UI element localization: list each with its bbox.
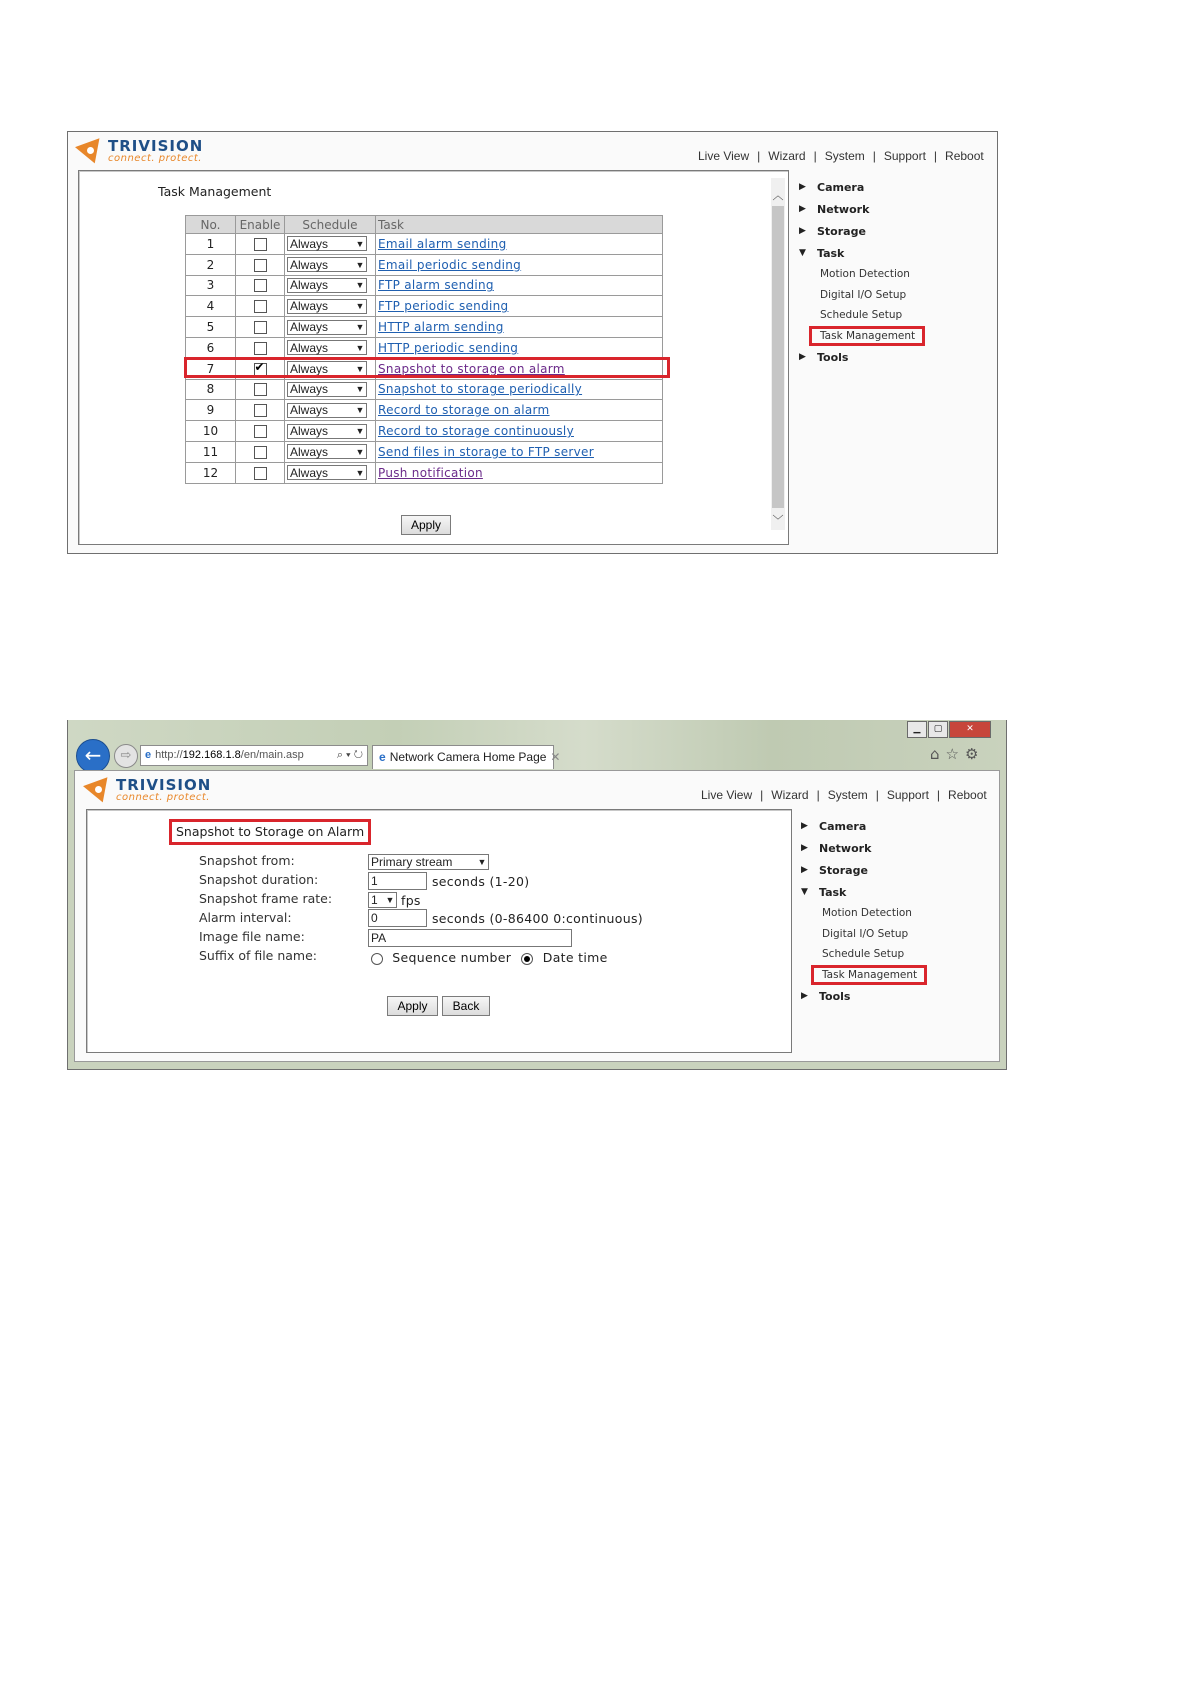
schedule-value: Always [290, 320, 329, 335]
task-number: 9 [186, 400, 236, 421]
schedule-select[interactable] [287, 424, 367, 439]
task-cell [376, 296, 663, 317]
table-row [186, 441, 663, 462]
chevron-down-icon: ▼ [355, 342, 365, 353]
schedule-value: Always [290, 278, 329, 293]
nav-reboot[interactable]: Reboot [945, 149, 984, 163]
nav-support[interactable]: Support [883, 149, 926, 163]
enable-cell [236, 296, 285, 317]
task-link[interactable]: Send files in storage to FTP server [378, 444, 594, 459]
column-header-no: No. [186, 216, 236, 234]
task-link[interactable]: Snapshot to storage on alarm [378, 361, 565, 376]
page-title: Task Management [158, 184, 272, 199]
top-nav-2: Live View | Wizard | System | Support | Reboot [701, 788, 987, 802]
table-row [186, 317, 663, 338]
task-number: 12 [186, 462, 236, 483]
sidebar-item-network[interactable]: ▶ Network [801, 841, 872, 855]
table-row [186, 421, 663, 442]
schedule-cell [285, 234, 376, 255]
schedule-value: Always [290, 340, 329, 355]
top-nav: Live View | Wizard | System | Support | Reboot [698, 149, 984, 163]
enable-cell [236, 275, 285, 296]
sidebar-item-motion-detection[interactable]: Motion Detection [820, 268, 910, 280]
logo-mark-icon [86, 781, 112, 805]
suffix-sequence-radio[interactable] [371, 953, 383, 965]
table-row [186, 462, 663, 483]
sidebar-item-camera[interactable]: ▶ Camera [799, 180, 865, 194]
schedule-select[interactable] [287, 403, 367, 418]
enable-cell [236, 337, 285, 358]
enable-checkbox[interactable] [254, 300, 267, 313]
task-cell [376, 358, 663, 379]
browser-tab-logo-icon: e [379, 750, 386, 764]
caret-right-icon: ▶ [799, 204, 806, 214]
scroll-thumb[interactable] [772, 206, 784, 508]
chevron-down-icon: ▼ [355, 363, 365, 374]
schedule-select[interactable] [287, 444, 367, 459]
schedule-select[interactable] [287, 257, 367, 272]
schedule-value: Always [290, 382, 329, 397]
table-row [186, 337, 663, 358]
task-link[interactable]: FTP alarm sending [378, 278, 494, 293]
schedule-cell [285, 358, 376, 379]
snapshot-duration-field[interactable]: 1 [368, 872, 427, 890]
enable-cell [236, 358, 285, 379]
nav-live-view[interactable]: Live View [701, 788, 753, 802]
sidebar-item-digital-io-setup[interactable]: Digital I/O Setup [822, 927, 909, 940]
task-number: 7 [186, 358, 236, 379]
task-link[interactable]: Record to storage on alarm [378, 403, 550, 418]
task-number: 2 [186, 254, 236, 275]
sidebar-item-storage[interactable]: ▶ Storage [799, 224, 866, 238]
schedule-value: Always [290, 465, 329, 480]
chevron-down-icon: ▼ [355, 467, 365, 478]
nav-system[interactable]: System [824, 149, 865, 163]
nav-wizard[interactable]: Wizard [768, 149, 806, 163]
schedule-cell [285, 441, 376, 462]
sidebar-item-task[interactable]: ▼ Task [801, 885, 847, 899]
table-row [186, 379, 663, 400]
schedule-select[interactable] [287, 236, 367, 251]
page-title-2: Snapshot to Storage on Alarm [169, 819, 371, 845]
back-arrow-icon[interactable]: ← [76, 739, 110, 773]
enable-cell [236, 421, 285, 442]
caret-right-icon: ▶ [799, 352, 806, 362]
enable-checkbox[interactable] [254, 404, 267, 417]
enable-checkbox[interactable] [254, 425, 267, 438]
table-row [186, 296, 663, 317]
task-cell [376, 317, 663, 338]
task-number: 3 [186, 275, 236, 296]
schedule-select[interactable] [287, 299, 367, 314]
forward-arrow-icon[interactable]: ⇨ [114, 744, 138, 768]
enable-cell [236, 400, 285, 421]
nav-support[interactable]: Support [886, 788, 929, 802]
schedule-value: Always [290, 299, 329, 314]
sidebar-item-motion-detection[interactable]: Motion Detection [822, 907, 912, 919]
schedule-select[interactable] [287, 465, 367, 480]
schedule-cell [285, 379, 376, 400]
sidebar-item-task-management[interactable]: Task Management [801, 965, 927, 986]
enable-cell [236, 254, 285, 275]
schedule-value: Always [290, 257, 329, 272]
caret-right-icon: ▶ [801, 821, 808, 831]
table-header-row [186, 216, 663, 234]
schedule-value: Always [290, 403, 329, 418]
alarm-interval-label: Alarm interval: [199, 910, 292, 925]
schedule-select[interactable] [287, 320, 367, 335]
table-row [186, 358, 663, 379]
apply-button-2[interactable]: Apply [387, 996, 438, 1016]
scroll-down-icon[interactable]: ﹀ [772, 514, 784, 527]
task-link[interactable]: HTTP periodic sending [378, 340, 519, 355]
enable-checkbox[interactable] [254, 342, 267, 355]
task-number: 10 [186, 421, 236, 442]
alarm-interval-field[interactable]: 0 [368, 909, 427, 927]
task-number: 4 [186, 296, 236, 317]
enable-checkbox[interactable] [254, 238, 267, 251]
enable-checkbox[interactable] [254, 383, 267, 396]
task-link[interactable]: HTTP alarm sending [378, 320, 504, 335]
chevron-down-icon: ▼ [355, 301, 365, 312]
snapshot-from-label: Snapshot from: [199, 853, 295, 868]
maximize-icon[interactable]: ▢ [928, 721, 948, 738]
close-icon[interactable]: ✕ [949, 721, 991, 738]
enable-checkbox[interactable] [254, 446, 267, 459]
suffix-options [371, 950, 608, 965]
suffix-label: Suffix of file name: [199, 948, 318, 963]
task-link[interactable]: Record to storage continuously [378, 424, 574, 439]
nav-live-view[interactable]: Live View [698, 149, 750, 163]
minimize-icon[interactable]: ▁ [907, 721, 927, 738]
task-link[interactable]: Snapshot to storage periodically [378, 382, 583, 397]
sidebar-item-storage[interactable]: ▶ Storage [801, 863, 868, 877]
caret-right-icon: ▶ [801, 865, 808, 875]
chevron-down-icon: ▼ [355, 426, 365, 437]
table-row [186, 275, 663, 296]
nav-wizard[interactable]: Wizard [771, 788, 809, 802]
caret-down-icon: ▼ [799, 248, 806, 258]
brand-logo-2: TRIVISION connect. protect. [86, 777, 211, 805]
task-number: 11 [186, 441, 236, 462]
enable-checkbox[interactable] [254, 363, 267, 376]
task-number: 6 [186, 337, 236, 358]
table-row [186, 400, 663, 421]
sidebar-item-tools[interactable]: ▶ Tools [799, 350, 849, 364]
frame-rate-select[interactable]: 1 ▼ [368, 892, 397, 908]
schedule-cell [285, 462, 376, 483]
column-header-task: Task [376, 216, 663, 234]
address-bar[interactable]: e http:// 192.168.1.8 /en/main.asp ⌕ ▾ ↻ [140, 745, 368, 766]
schedule-cell [285, 337, 376, 358]
brand-logo: TRIVISION connect. protect. [78, 138, 203, 166]
task-cell [376, 275, 663, 296]
frame-rate-label: Snapshot frame rate: [199, 891, 333, 906]
task-cell [376, 462, 663, 483]
sidebar-item-camera[interactable]: ▶ Camera [801, 819, 867, 833]
caret-right-icon: ▶ [799, 182, 806, 192]
schedule-value: Always [290, 236, 329, 251]
snapshot-duration-label: Snapshot duration: [199, 872, 319, 887]
enable-cell [236, 379, 285, 400]
sidebar-item-task-management[interactable]: Task Management [799, 326, 925, 347]
chevron-down-icon: ▼ [355, 322, 365, 333]
schedule-cell [285, 254, 376, 275]
sidebar-item-schedule-setup[interactable]: Schedule Setup [822, 948, 905, 960]
enable-cell [236, 462, 285, 483]
nav-system[interactable]: System [827, 788, 868, 802]
chevron-down-icon: ▼ [355, 259, 365, 270]
browser-logo-icon: e [145, 749, 152, 761]
task-link[interactable]: Email periodic sending [378, 257, 522, 272]
enable-checkbox[interactable] [254, 279, 267, 292]
frame-rate-unit: fps [401, 893, 421, 908]
browser-toolbar-icons [930, 745, 984, 763]
task-cell [376, 234, 663, 255]
task-cell [376, 441, 663, 462]
image-file-name-label: Image file name: [199, 929, 305, 944]
task-cell [376, 379, 663, 400]
caret-right-icon: ▶ [801, 991, 808, 1001]
scroll-up-icon[interactable]: ︿ [772, 189, 784, 202]
schedule-cell [285, 317, 376, 338]
task-link[interactable]: FTP periodic sending [378, 299, 509, 314]
suffix-sequence-label: Sequence number [392, 950, 512, 965]
window-controls [906, 721, 991, 738]
column-header-enable: Enable [236, 216, 285, 234]
caret-down-icon: ▼ [801, 887, 808, 897]
enable-cell [236, 317, 285, 338]
schedule-value: Always [290, 444, 329, 459]
schedule-cell [285, 296, 376, 317]
chevron-down-icon: ▼ [355, 238, 365, 249]
task-cell [376, 421, 663, 442]
enable-checkbox[interactable] [254, 259, 267, 272]
schedule-select[interactable] [287, 278, 367, 293]
chevron-down-icon: ▼ [355, 446, 365, 457]
schedule-cell [285, 275, 376, 296]
schedule-cell [285, 421, 376, 442]
chevron-down-icon: ▼ [477, 857, 487, 867]
schedule-select[interactable] [287, 361, 367, 376]
home-icon[interactable]: ⌂ [930, 745, 946, 763]
task-link[interactable]: Push notification [378, 465, 483, 480]
enable-cell [236, 234, 285, 255]
schedule-value: Always [290, 361, 329, 376]
task-cell [376, 337, 663, 358]
enable-cell [236, 441, 285, 462]
task-cell [376, 254, 663, 275]
apply-button[interactable]: Apply [401, 515, 451, 535]
task-number: 1 [186, 234, 236, 255]
table-row [186, 254, 663, 275]
chevron-down-icon: ▼ [385, 895, 395, 905]
chevron-down-icon: ▼ [355, 405, 365, 416]
sidebar-item-digital-io-setup[interactable]: Digital I/O Setup [820, 288, 907, 301]
suffix-datetime-radio[interactable] [521, 953, 533, 965]
sidebar-menu-2 [801, 815, 927, 1007]
caret-right-icon: ▶ [801, 843, 808, 853]
sidebar-item-tools[interactable]: ▶ Tools [801, 989, 851, 1003]
back-button[interactable]: Back [442, 996, 490, 1016]
sidebar-item-task[interactable]: ▼ Task [799, 246, 845, 260]
favorites-star-icon[interactable]: ☆ [945, 745, 965, 763]
chevron-down-icon: ▼ [355, 280, 365, 291]
sidebar-item-schedule-setup[interactable]: Schedule Setup [820, 309, 903, 321]
schedule-select[interactable] [287, 382, 367, 397]
task-number: 8 [186, 379, 236, 400]
task-table [185, 215, 663, 484]
schedule-value: Always [290, 424, 329, 439]
schedule-cell [285, 400, 376, 421]
snapshot-from-select[interactable]: Primary stream ▼ [368, 854, 489, 870]
chevron-down-icon: ▼ [355, 384, 365, 395]
alarm-interval-unit: seconds (0-86400 0:continuous) [432, 911, 643, 926]
schedule-select[interactable] [287, 340, 367, 355]
task-number: 5 [186, 317, 236, 338]
caret-right-icon: ▶ [799, 226, 806, 236]
column-header-schedule: Schedule [285, 216, 376, 234]
nav-reboot[interactable]: Reboot [948, 788, 987, 802]
image-file-name-field[interactable]: PA [368, 929, 572, 947]
logo-mark-icon [78, 142, 104, 166]
suffix-datetime-label: Date time [542, 950, 608, 965]
vertical-scrollbar[interactable] [771, 178, 785, 530]
gear-icon[interactable]: ⚙ [964, 745, 985, 763]
task-cell [376, 400, 663, 421]
browser-tab[interactable]: e Network Camera Home Page ✕ [372, 745, 554, 769]
enable-checkbox[interactable] [254, 321, 267, 334]
sidebar-item-network[interactable]: ▶ Network [799, 202, 870, 216]
snapshot-duration-unit: seconds (1-20) [432, 874, 530, 889]
sidebar-menu [799, 176, 925, 368]
tab-close-icon[interactable]: ✕ [550, 750, 561, 764]
enable-checkbox[interactable] [254, 467, 267, 480]
task-link[interactable]: Email alarm sending [378, 236, 507, 251]
search-refresh-icon[interactable]: ⌕ ▾ ↻ [336, 749, 363, 761]
table-row [186, 234, 663, 255]
